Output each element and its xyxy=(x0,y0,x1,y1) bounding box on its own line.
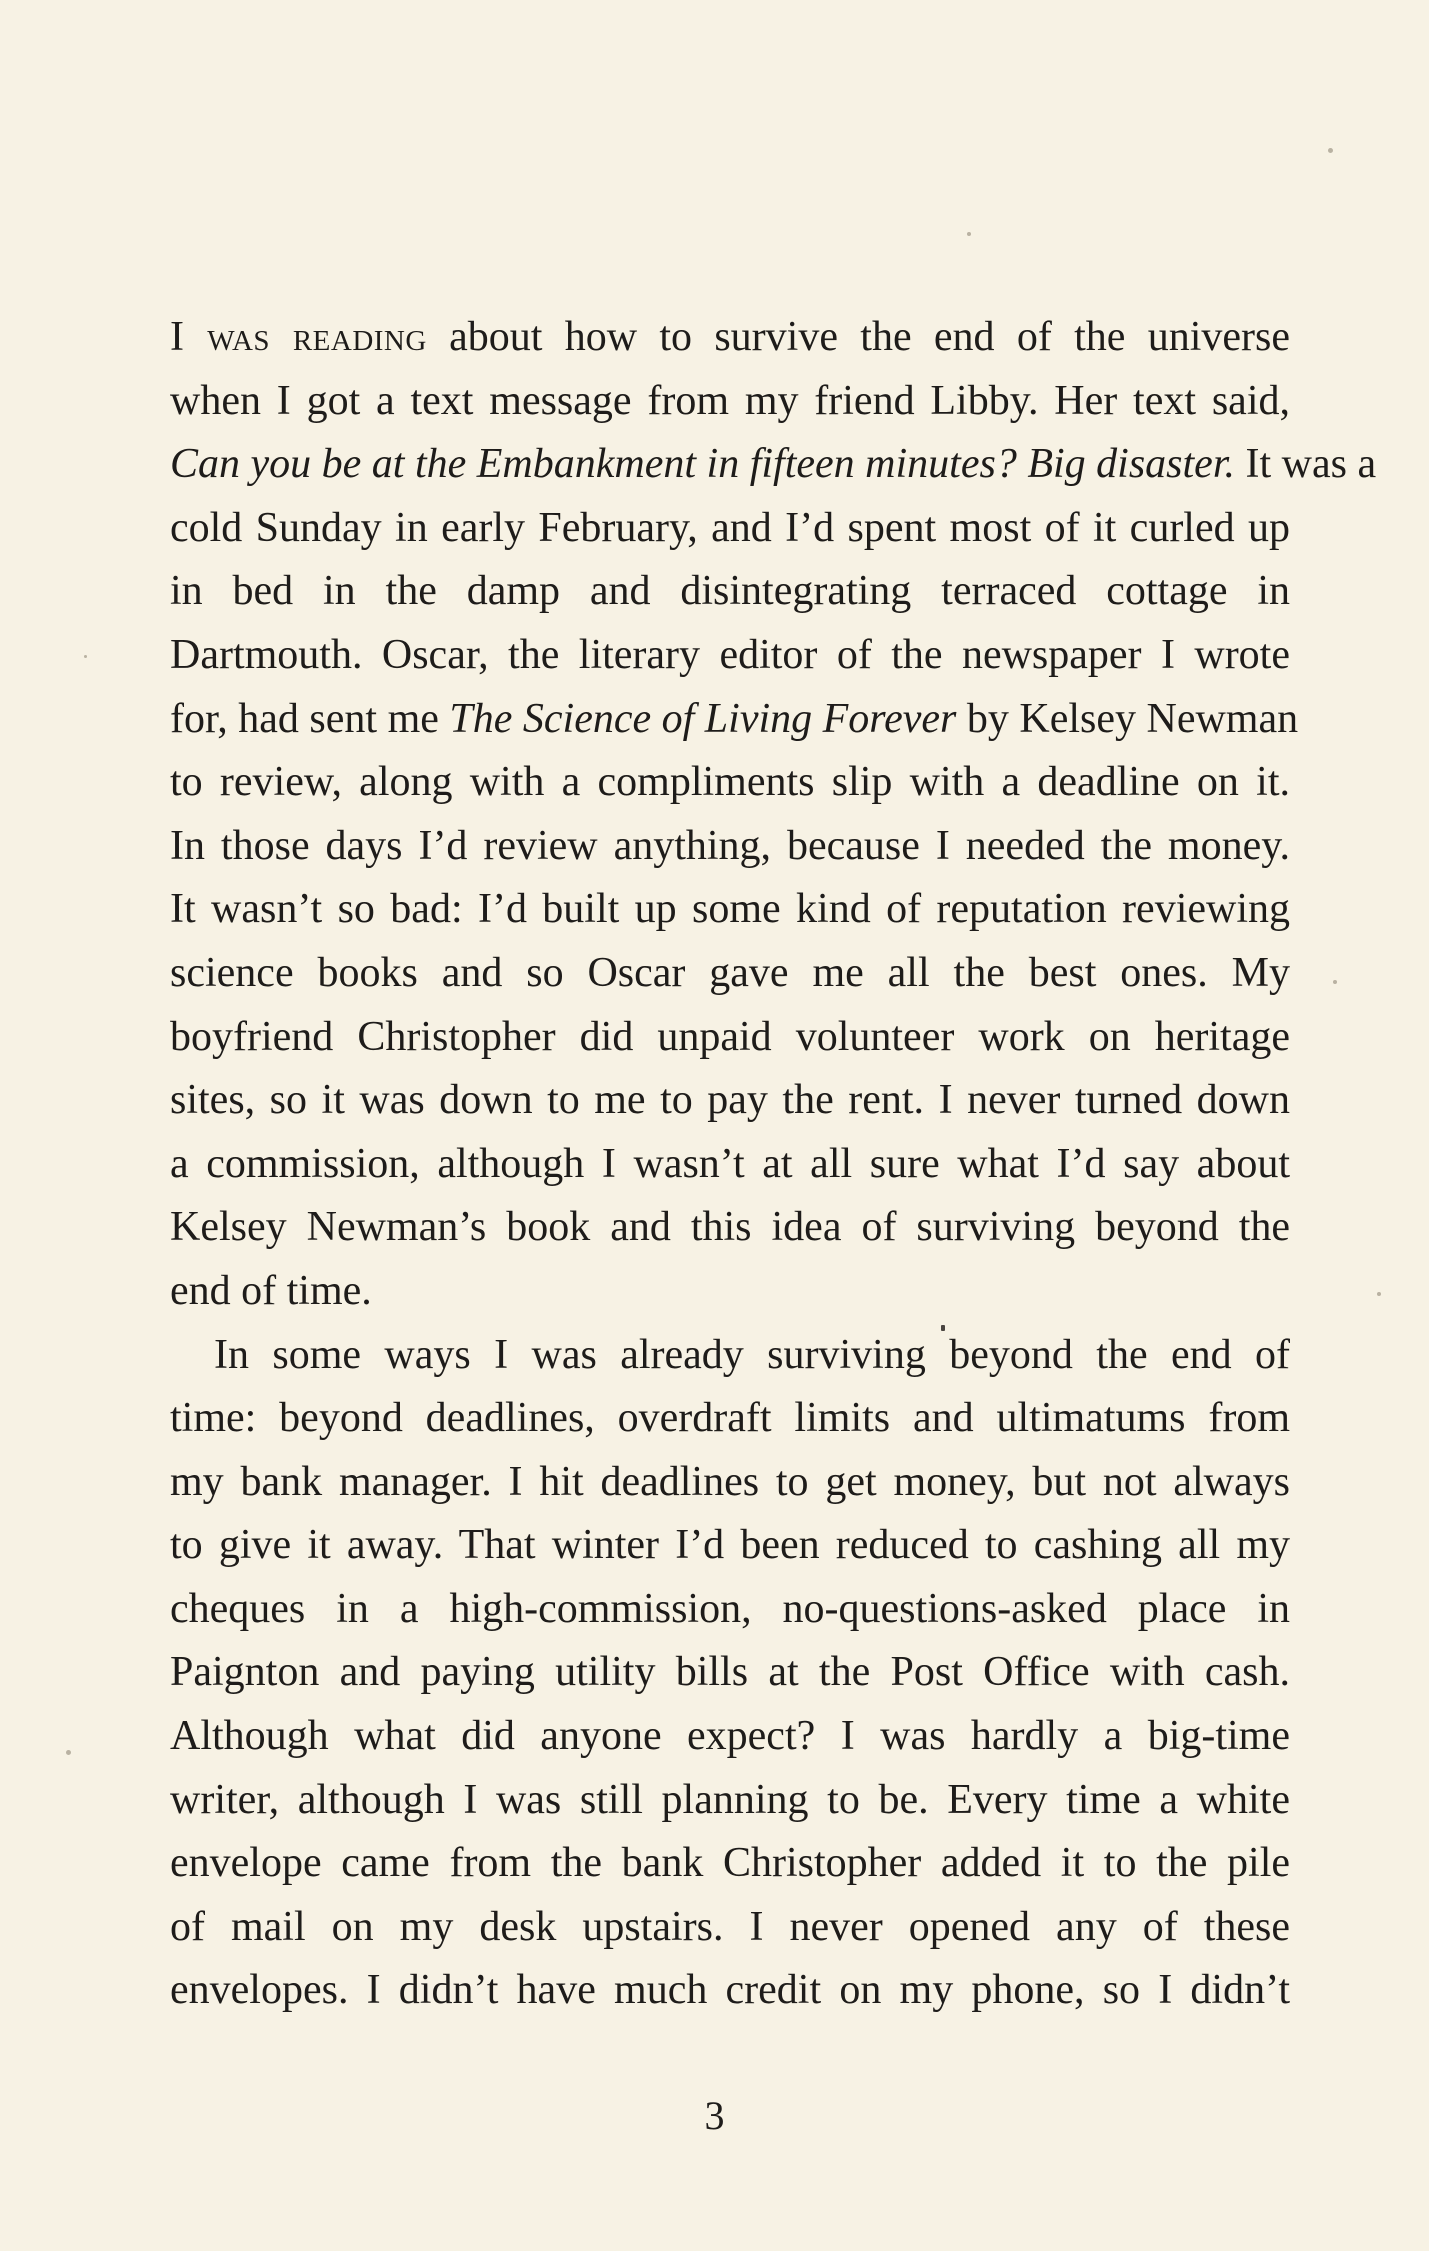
italic-text-message: Can you be at the Embankment in fifteen minutes? Big disaster. xyxy=(170,441,1236,488)
page-number: 3 xyxy=(704,2093,725,2138)
text-line: in bed in the damp and disintegrating terraced cottage in xyxy=(170,568,1290,615)
text-line: to give it away. That winter I’d been reduced to cashing all my xyxy=(170,1522,1290,1569)
text-line: Kelsey Newman’s book and this idea of surviving beyond the xyxy=(170,1204,1290,1251)
text-line: end of time. xyxy=(170,1267,372,1314)
text-line: cheques in a high-commission, no-questions-asked place in xyxy=(170,1585,1290,1632)
paper-speck xyxy=(1328,148,1333,153)
chapter-opening-smallcaps: I was reading xyxy=(170,314,427,360)
text-line: cold Sunday in early February, and I’d spent most of it curled up xyxy=(170,504,1290,551)
text-line: In some ways I was already surviving beyond the end of xyxy=(214,1331,1290,1378)
text-line: my bank manager. I hit deadlines to get money, but not always xyxy=(170,1458,1290,1505)
text-line: It wasn’t so bad: I’d built up some kind of reputation reviewing xyxy=(170,886,1290,933)
paper-speck xyxy=(1377,1292,1381,1296)
text-line: boyfriend Christopher did unpaid volunteer work on heritage xyxy=(170,1013,1290,1060)
paper-speck xyxy=(84,655,87,658)
text-line: In those days I’d review anything, because I needed the money. xyxy=(170,822,1290,869)
text-line: to review, along with a compliments slip with a deadline on it. xyxy=(170,759,1290,806)
text-line: envelope came from the bank Christopher added it to the pile xyxy=(170,1840,1290,1887)
text-line: for, had sent me The Science of Living Forever by Kelsey Newman xyxy=(170,695,1299,742)
paper-speck xyxy=(1333,980,1337,984)
text-line: science books and so Oscar gave me all the best ones. My xyxy=(170,949,1290,996)
text-line: a commission, although I wasn’t at all sure what I’d say about xyxy=(170,1140,1290,1187)
text-line: sites, so it was down to me to pay the rent. I never turned down xyxy=(170,1077,1290,1124)
text-line: Although what did anyone expect? I was hardly a big-time xyxy=(170,1713,1290,1760)
text-line: Can you be at the Embankment in fifteen minutes? Big disaster. It was a xyxy=(170,441,1377,488)
text-line: envelopes. I didn’t have much credit on my phone, so I didn’t xyxy=(170,1967,1290,2014)
text-line: of mail on my desk upstairs. I never opened any of these xyxy=(170,1903,1290,1950)
text-line: Dartmouth. Oscar, the literary editor of the newspaper I wrote xyxy=(170,631,1290,678)
text-line: time: beyond deadlines, overdraft limits and ultimatums from xyxy=(170,1395,1290,1442)
italic-book-title: The Science of Living Forever xyxy=(449,695,957,742)
paper-speck xyxy=(967,232,971,236)
text-line: Paignton and paying utility bills at the Post Office with cash. xyxy=(170,1649,1290,1696)
text-line: when I got a text message from my friend Libby. Her text said, xyxy=(170,377,1290,424)
paper-speck xyxy=(66,1750,71,1755)
text-line: I was reading about how to survive the end of the universe xyxy=(170,314,1291,360)
body-text xyxy=(170,306,1377,2023)
text-line: writer, although I was still planning to be. Every time a white xyxy=(170,1776,1290,1823)
